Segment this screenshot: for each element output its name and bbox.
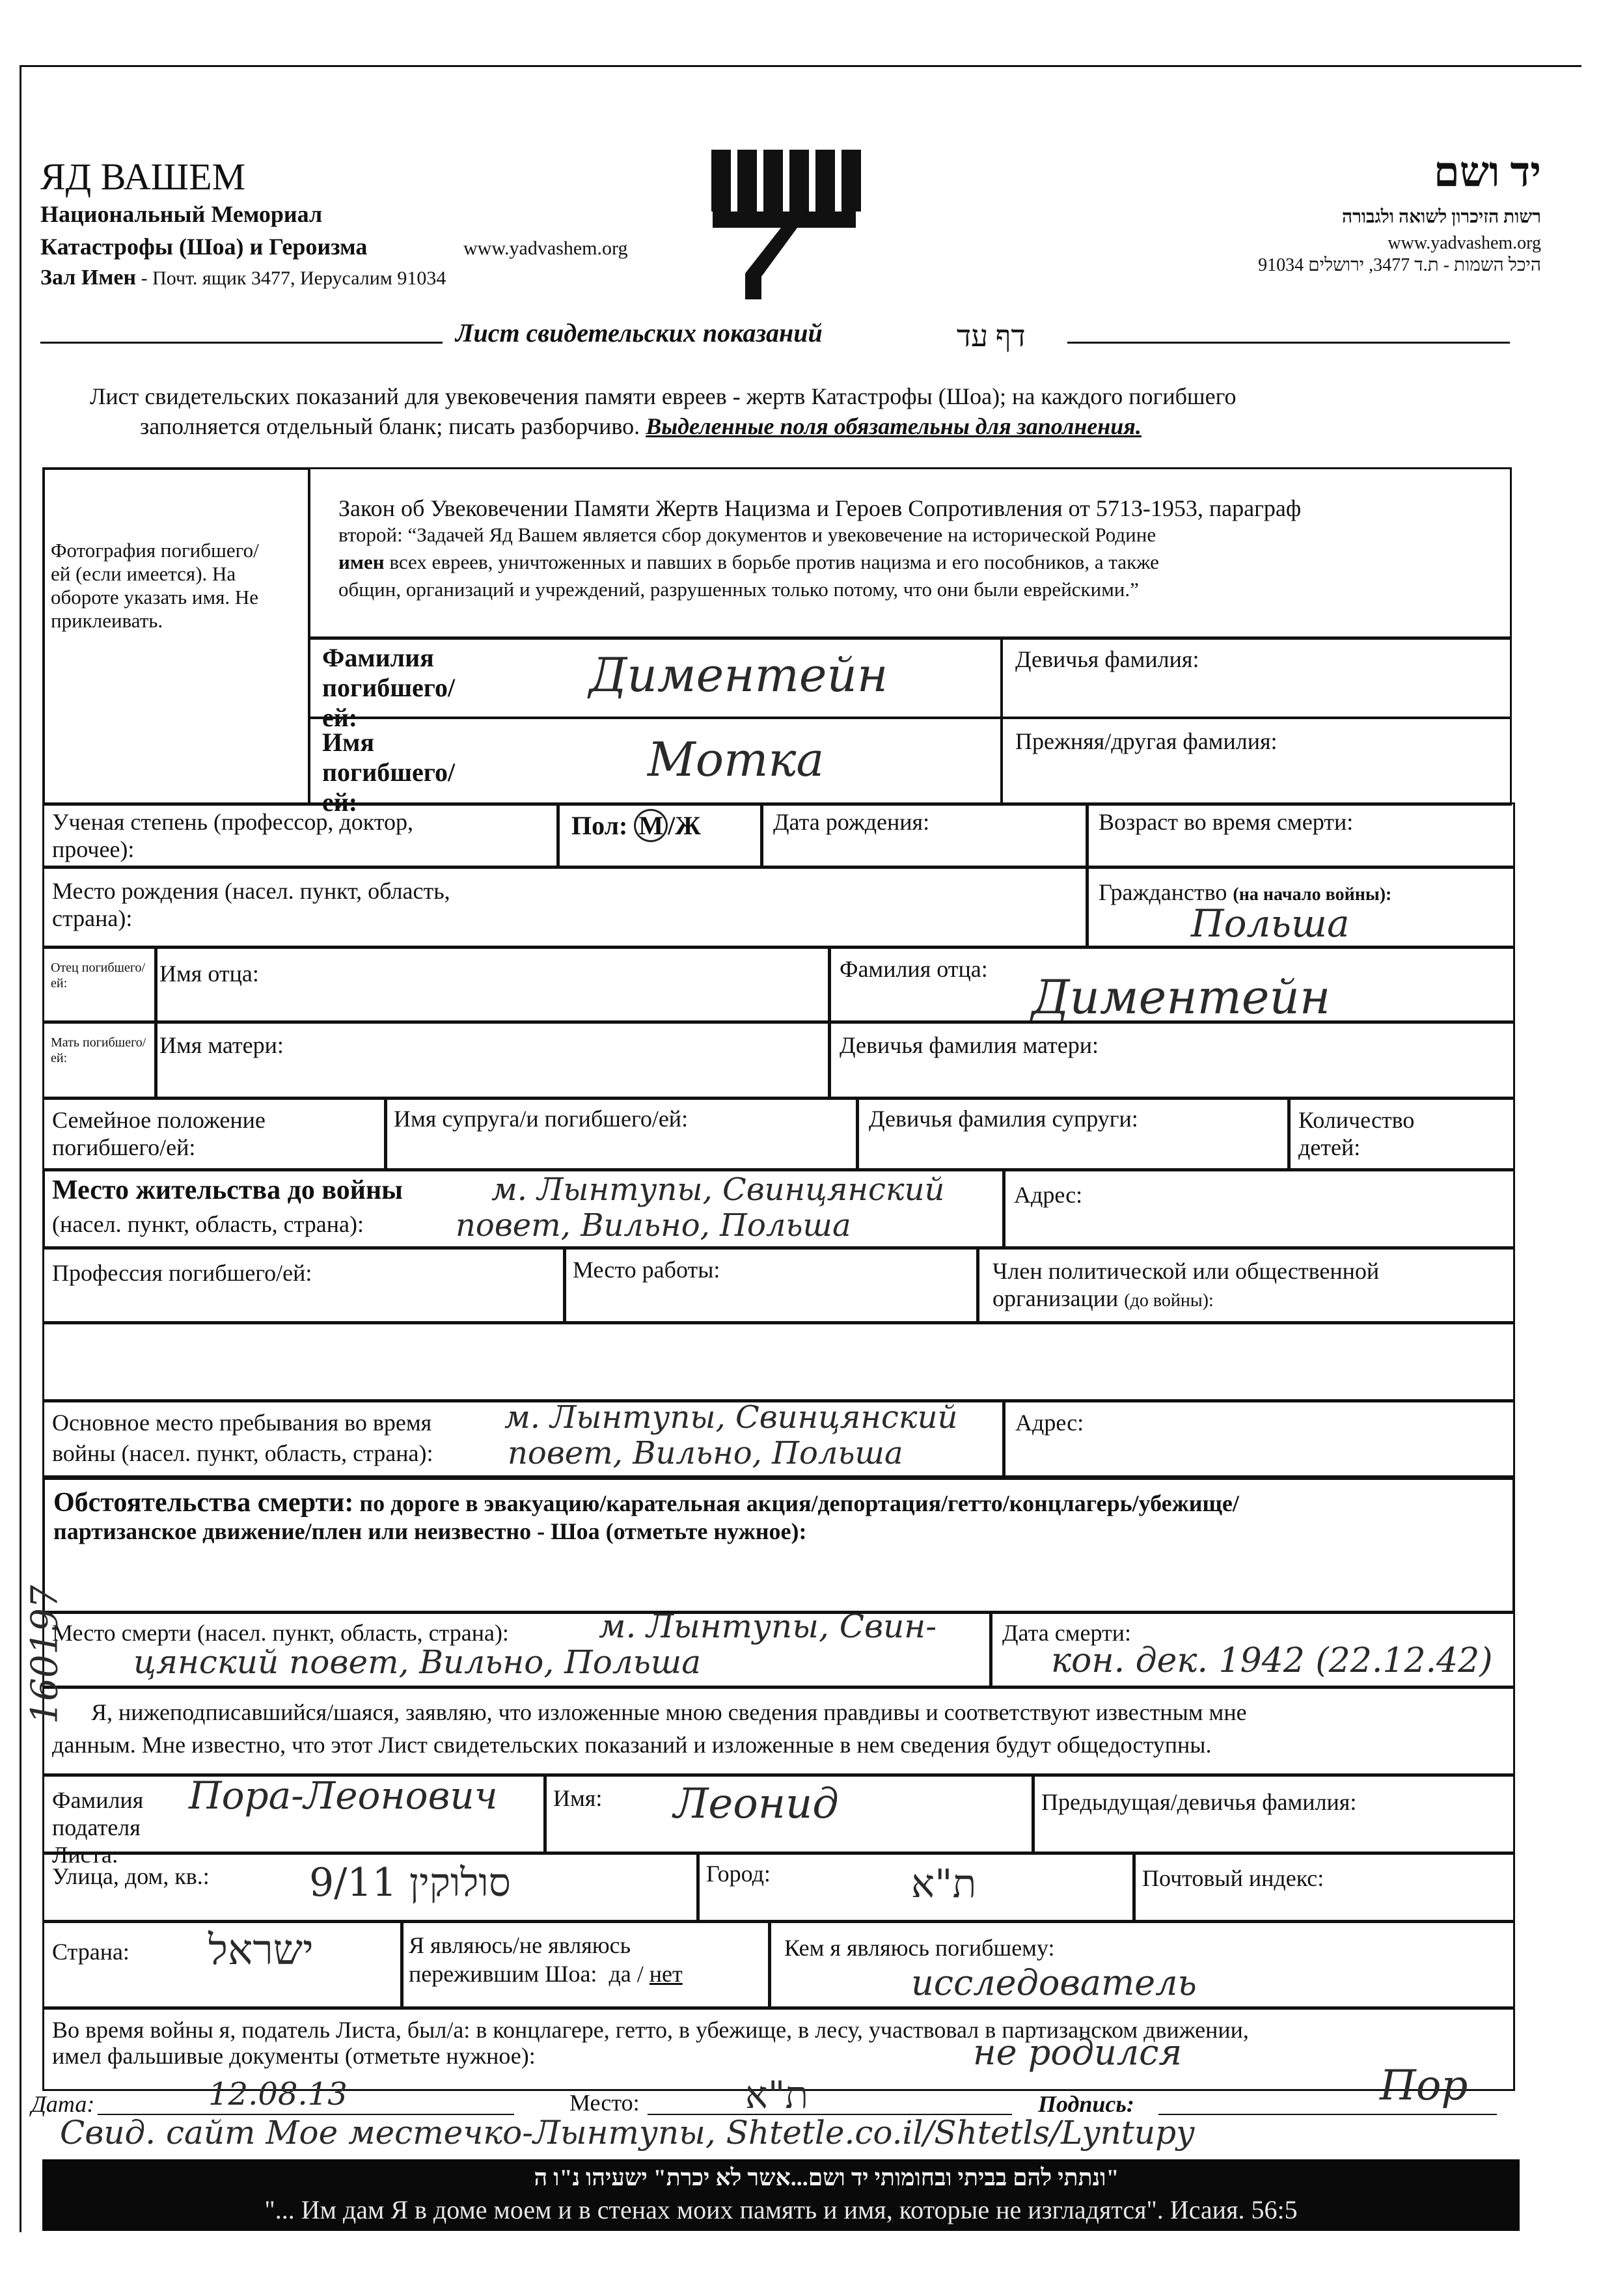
degree-label: Ученая степень (профессор, доктор, прочее): (52, 809, 413, 862)
submitter-surname-value[interactable]: Пора-Леонович (189, 1773, 498, 1818)
footer-russian: "... Им дам Я в доме моем и в стенах моих память и имя, которые не изгладятся". Исаия. 56:5 (264, 2195, 1298, 2224)
mother-name-label: Имя матери: (159, 1032, 284, 1058)
residence-value1[interactable]: м. Лынтупы, Свинцянский (491, 1171, 945, 1208)
death-place-label: Место смерти (насел. пункт, область, страна): (52, 1620, 509, 1646)
sign-line (1158, 2114, 1497, 2115)
law-line3-bold: имен (338, 551, 385, 573)
survivor-label2: пережившим Шоа: (409, 1961, 597, 1987)
intro-text: заполняется отдельный бланк; писать разборчиво. (140, 413, 640, 439)
sign-label: Подпись: (1038, 2091, 1134, 2117)
intro-emphasis: Выделенные поля обязательны для заполнения. (646, 413, 1142, 439)
death-date-value[interactable]: кон. дек. 1942 (22.12.42) (1051, 1641, 1493, 1680)
submitter-wartime-label1: Во время войны я, податель Листа, был/а: в концлагере, гетто, в убежище, в лесу, участвовал в партизанском движении, (52, 2017, 1249, 2043)
survivor-no[interactable]: нет (649, 1961, 683, 1987)
intro-line1: Лист свидетельских показаний для увековечения памяти евреев - жертв Катастрофы (Шоа); на каждого погибшего (90, 383, 1237, 409)
citizenship-sub: (на начало войны): (1233, 884, 1392, 905)
father-side-label: Отец погибшего/ей: (51, 961, 146, 991)
photo-box (42, 467, 310, 806)
place-label: Место: (569, 2090, 640, 2116)
photo-instructions: Фотография погибшего/ей (если имеется). На обороте указать имя. Не приклеивать. (51, 539, 259, 632)
circumstances-text2: партизанское движение/плен или неизвестно - Шоа (отметьте нужное): (53, 1518, 807, 1544)
wartime-value1[interactable]: м. Лынтупы, Свинцянский (504, 1399, 958, 1436)
date-label: Дата: (31, 2091, 95, 2117)
postal-label: Почтовый индекс: (1142, 1865, 1324, 1891)
ru-line3-bold: Зал Имен (40, 266, 137, 290)
death-date-label: Дата смерти: (1002, 1620, 1132, 1646)
maiden-label: Девичья фамилия: (1015, 646, 1199, 672)
name-value[interactable]: Мотка (648, 732, 825, 787)
member-label (992, 1257, 1507, 1315)
father-name-label: Имя отца: (159, 961, 259, 987)
prev-surname-label: Прежняя/другая фамилия: (1015, 728, 1278, 754)
wartime-label2: войны (насел. пункт, область, страна): (52, 1440, 433, 1466)
sex-f[interactable]: Ж (675, 811, 701, 840)
submitter-prev-label: Предыдущая/девичья фамилия: (1041, 1789, 1357, 1815)
street-label: Улица, дом, кв.: (52, 1863, 210, 1889)
member-label-text: Член политической или общественной организации (992, 1258, 1380, 1311)
wartime-label1: Основное место пребывания во время (52, 1410, 432, 1436)
ru-title: ЯД ВАШЕМ (40, 156, 246, 198)
submitter-wartime-value[interactable]: не родился (973, 2032, 1183, 2073)
yad-vashem-logo (700, 140, 869, 309)
children-label: Количество детей: (1298, 1107, 1415, 1160)
father-surname-value[interactable]: Диментейн (1032, 970, 1331, 1024)
sex-sep: / (668, 811, 676, 840)
submitter-wartime-label2: имел фальшивые документы (отметьте нужное): (52, 2043, 536, 2069)
law-line3 (338, 551, 1159, 574)
ru-line3 (40, 266, 446, 290)
empty-row (42, 1321, 1515, 1402)
sex-field (571, 810, 701, 841)
wartime-value2[interactable]: повет, Вильно, Польша (508, 1435, 903, 1471)
ru-site: www.yadvashem.org (463, 238, 628, 259)
law-line4: общин, организаций и учреждений, разрушенных только потому, что они были еврейскими.” (338, 578, 1139, 601)
circumstances-label: Обстоятельства смерти: (53, 1488, 354, 1518)
mother-maiden-label: Девичья фамилия матери: (840, 1032, 1099, 1058)
workplace-label: Место работы: (573, 1257, 720, 1283)
intro-line2 (140, 413, 1142, 440)
age-label: Возраст во время смерти: (1099, 809, 1354, 835)
survivor-line2 (409, 1960, 683, 1988)
sex-m[interactable]: М (634, 809, 668, 842)
address-cell (1002, 1168, 1515, 1250)
member-label-sub: (до войны): (1124, 1291, 1214, 1311)
law-line2: второй: “Задачей Яд Вашем является сбор документов и увековечение на исторической Родине (338, 523, 1156, 546)
submitter-name-value[interactable]: Леонид (674, 1780, 839, 1828)
city-value[interactable]: ת"א (911, 1861, 977, 1907)
country-label: Страна: (52, 1939, 130, 1965)
law-line1: Закон об Увековечении Памяти Жертв Нацизма и Героев Сопротивления от 5713-1953, параграф (338, 495, 1302, 521)
circumstances-line1 (53, 1487, 1239, 1518)
he-line2: היכל השמות - ת.ד 3477, ירושלים 91034 (1258, 255, 1541, 275)
birth-date-label: Дата рождения: (773, 809, 930, 835)
father-surname-label: Фамилия отца: (840, 956, 988, 982)
city-label: Город: (706, 1861, 771, 1887)
death-place-value1[interactable]: м. Лынтупы, Свин- (599, 1607, 937, 1645)
profession-label: Профессия погибшего/ей: (52, 1260, 312, 1286)
form-title-he: דף עד (957, 320, 1026, 353)
relation-value[interactable]: исследователь (911, 1962, 1197, 2003)
spouse-name-label: Имя супруга/и погибшего/ей: (394, 1106, 689, 1132)
citizenship-value[interactable]: Польша (1191, 901, 1350, 946)
death-place-value2[interactable]: цянский повет, Вильно, Польша (133, 1643, 702, 1681)
surname-label: Фамилия погибшего/ей: (322, 643, 456, 732)
he-line1: רשות הזיכרון לשואה ולגבורה (1341, 207, 1541, 227)
spouse-maiden-label: Девичья фамилия супруги: (869, 1106, 1138, 1132)
ru-line3-rest: - Почт. ящик 3477, Иерусалим 91034 (136, 267, 446, 289)
survivor-yes[interactable]: да (609, 1961, 631, 1987)
handwritten-note: Свид. сайт Мое местечко-Лынтупы, Shtetle.co.il/Shtetls/Lyntupy (60, 2114, 1195, 2152)
scan-edge-top (20, 65, 1581, 67)
sex-label: Пол: (571, 811, 628, 840)
sign-value[interactable]: Пор (1380, 2062, 1468, 2110)
declaration-line2: данным. Мне известно, что этот Лист свидетельских показаний и изложенные в нем сведения будут общедоступны. (52, 1732, 1212, 1758)
address2-label: Адрес: (1015, 1410, 1084, 1436)
citizenship-label: Гражданство (1099, 879, 1227, 905)
footer-hebrew: "ונתתי להם בביתי ובחומותי יד ושם...אשר לא יכרת" ישעיהו נ"ו ה (534, 2165, 1119, 2191)
law-line3-rest: всех евреев, уничтоженных и павших в борьбе против нацизма и его пособников, а также (384, 551, 1159, 573)
residence-label: Место жительства до войны (52, 1175, 403, 1205)
scan-edge-left (20, 65, 21, 2232)
surname-value[interactable]: Диментейн (589, 648, 888, 702)
residence-sub: (насел. пункт, область, страна): (52, 1211, 364, 1237)
survivor-label1: Я являюсь/не являюсь (409, 1932, 631, 1958)
margin-stamp: 160197 (23, 1585, 66, 1725)
residence-value2[interactable]: повет, Вильно, Польша (456, 1207, 851, 1244)
name-label: Имя погибшего/ей: (322, 728, 456, 817)
relation-label: Кем я являюсь погибшему: (784, 1935, 1055, 1961)
street-value[interactable]: 9/11 סולוקין (309, 1860, 511, 1906)
address-label: Адрес: (1014, 1182, 1083, 1208)
he-site: www.yadvashem.org (1388, 233, 1541, 253)
circumstances-text1: по дороге в эвакуацию/карательная акция/депортация/гетто/концлагерь/убежище/ (353, 1490, 1239, 1516)
ru-line2: Катастрофы (Шоа) и Героизма (40, 234, 368, 260)
title-rule-left (40, 342, 443, 344)
declaration-line1: Я, нижеподписавшийся/шаяся, заявляю, что изложенные мною сведения правдивы и соответствуют известным мне (91, 1699, 1247, 1725)
date-value[interactable]: 12.08.13 (208, 2076, 348, 2112)
birthplace-label: Место рождения (насел. пункт, область, страна): (52, 878, 450, 931)
title-rule-right (1067, 342, 1510, 344)
country-value[interactable]: ישראל (208, 1926, 314, 1975)
mother-side-label: Мать погибшего/ей: (51, 1035, 146, 1065)
marital-label: Семейное положение погибшего/ей: (52, 1107, 266, 1160)
submitter-name-label: Имя: (553, 1785, 603, 1811)
submitter-surname-label: Фамилия подателя Листа: (52, 1787, 144, 1868)
place-value[interactable]: ת"א (745, 2073, 808, 2117)
form-title: Лист свидетельских показаний (456, 318, 823, 348)
survivor-sep: / (631, 1961, 650, 1987)
ru-line1: Национальный Мемориал (40, 201, 323, 227)
he-title: יד ושם (1433, 149, 1541, 195)
